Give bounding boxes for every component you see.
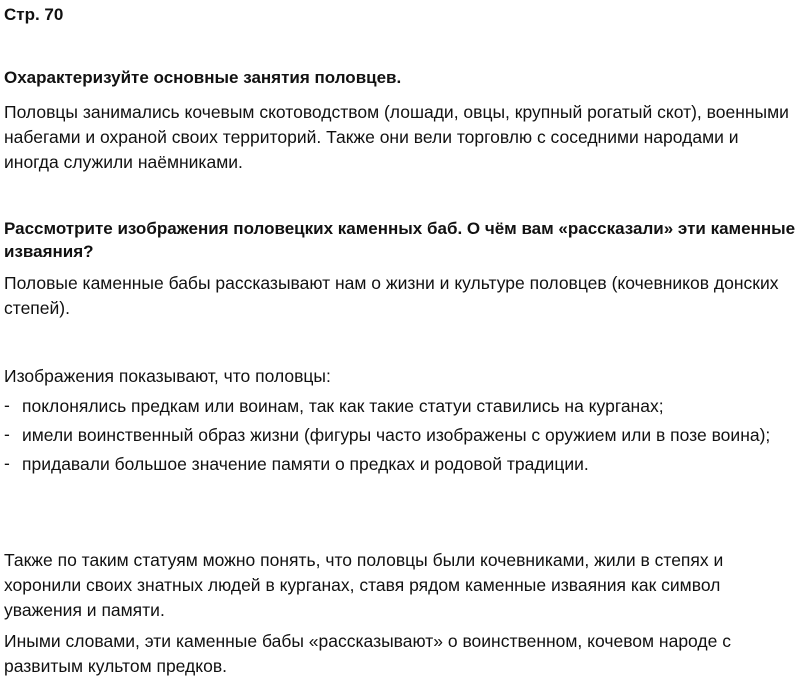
list-item	[4, 423, 796, 448]
list-intro: Изображения показывают, что половцы:	[4, 366, 331, 386]
list-item-text: имели воинственный образ жизни (фигуры часто изображены с оружием или в позе воина);	[22, 425, 771, 445]
bullet-dash: -	[4, 424, 10, 444]
bullet-dash: -	[4, 453, 10, 473]
characteristics-list	[4, 394, 796, 481]
list-item	[4, 452, 796, 477]
list-item	[4, 394, 796, 419]
question-1: Охарактеризуйте основные занятия половцев.	[4, 68, 402, 87]
answer-2-intro: Половые каменные бабы рассказывают нам о жизни и культуре половцев (кочевников донских степей).	[4, 273, 779, 318]
page-label: Стр. 70	[4, 5, 64, 24]
answer-1: Половцы занимались кочевым скотоводством (лошади, овцы, крупный рогатый скот), военными набегами и охраной своих территорий. Также они вели торговлю с соседними народами и иногда служили наёмниками.	[4, 102, 789, 172]
conclusion-paragraph: Также по таким статуям можно понять, что половцы были кочевниками, жили в степях и хоронили своих знатных людей в курганах, ставя рядом каменные изваяния как символ уважения и памяти.	[4, 550, 724, 620]
bullet-dash: -	[4, 395, 10, 415]
question-2: Рассмотрите изображения половецких каменных баб. О чём вам «рассказали» эти каменные изваяния?	[4, 219, 796, 261]
summary-paragraph: Иными словами, эти каменные бабы «рассказывают» о воинственном, кочевом народе с развитым культом предков.	[4, 631, 731, 676]
list-item-text: придавали большое значение памяти о предках и родовой традиции.	[22, 454, 589, 474]
list-item-text: поклонялись предкам или воинам, так как такие статуи ставились на курганах;	[22, 396, 664, 416]
